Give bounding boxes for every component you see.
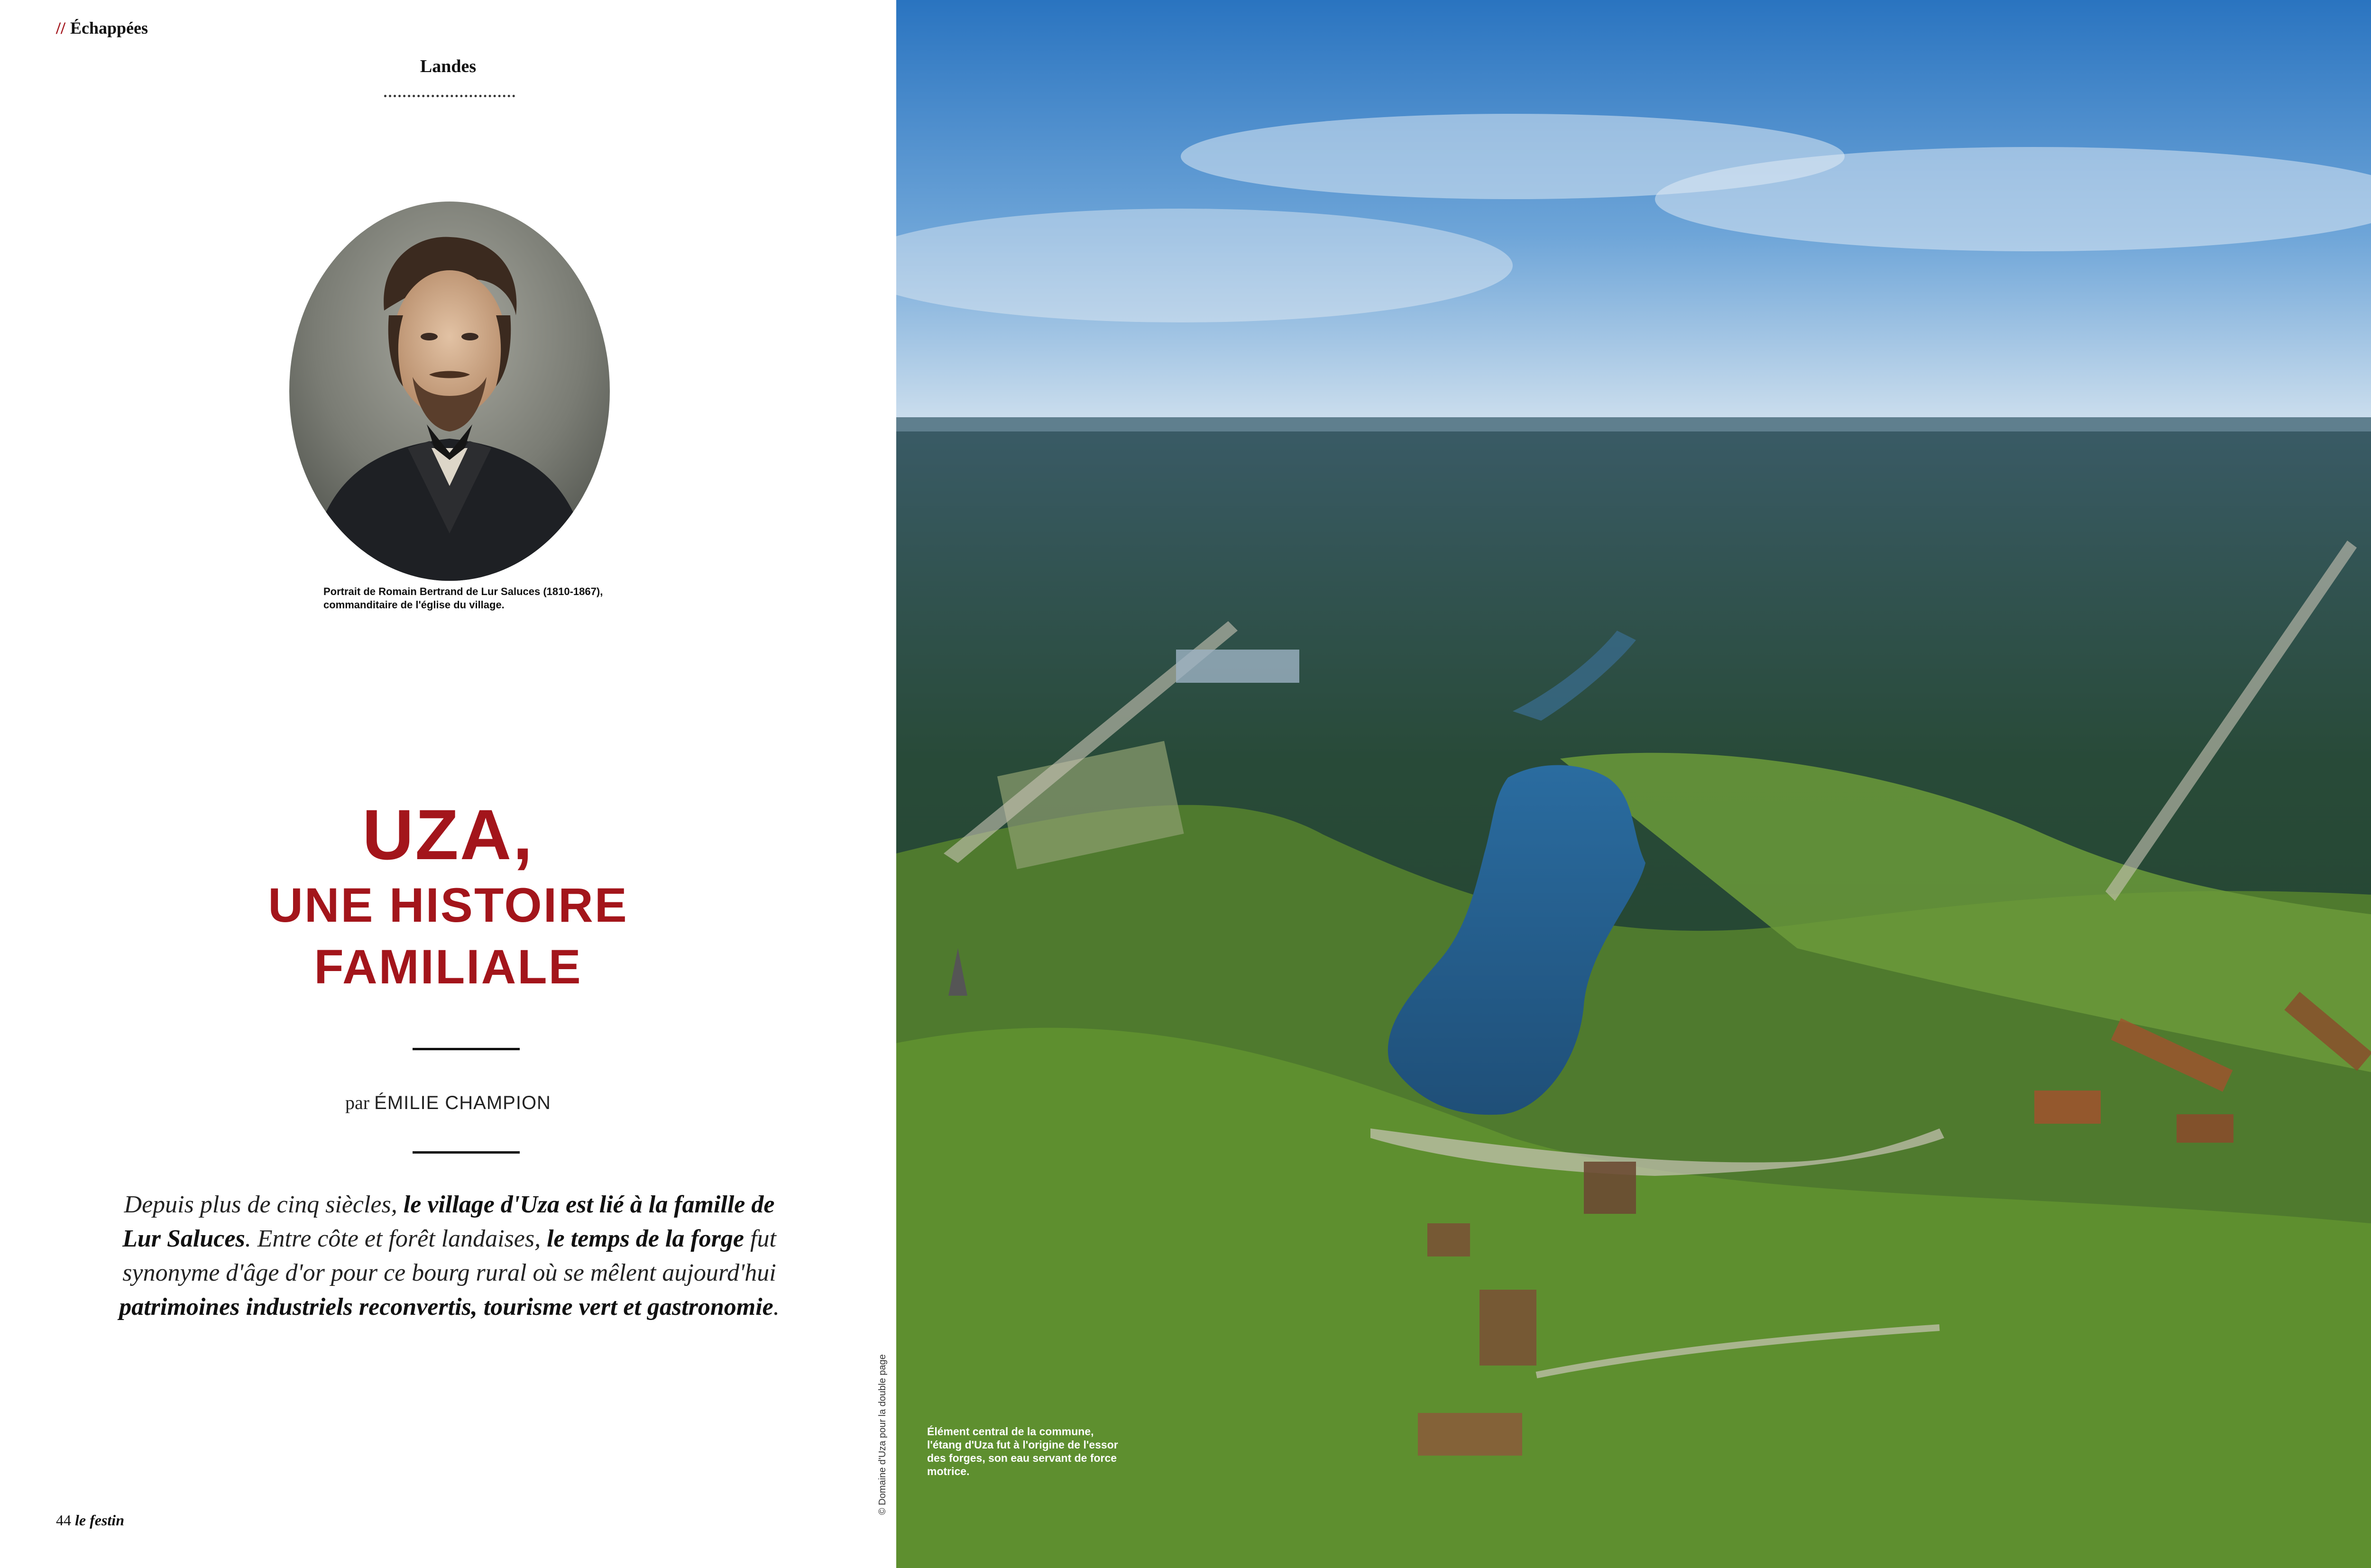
intro-bold-3: patrimoines industriels reconvertis, tourisme vert et gastronomie bbox=[119, 1293, 773, 1320]
photo-caption: Élément central de la commune, l'étang d'Uza fut à l'origine de l'essor des forges, son eau servant de force motrice. bbox=[927, 1425, 1118, 1477]
title-rule-bottom bbox=[413, 1151, 520, 1154]
title-line-3: FAMILIALE bbox=[314, 940, 582, 994]
title-line-2: UNE HISTOIRE bbox=[268, 878, 628, 932]
section-label bbox=[56, 18, 148, 38]
intro-text-2: . Entre côte et forêt landaises, bbox=[245, 1225, 547, 1252]
portrait-image bbox=[289, 202, 610, 581]
left-page bbox=[0, 0, 896, 1568]
photo-credit: © Domaine d'Uza pour la double page bbox=[877, 1354, 888, 1515]
byline bbox=[0, 1091, 896, 1114]
intro-text-1: Depuis plus de cinq siècles, bbox=[124, 1191, 404, 1218]
title-line-1: UZA, bbox=[362, 795, 534, 874]
dotted-divider bbox=[384, 95, 515, 97]
intro-bold-2: le temps de la forge bbox=[547, 1225, 744, 1252]
magazine-name: le festin bbox=[75, 1512, 124, 1529]
intro-text-4: . bbox=[773, 1293, 780, 1320]
intro-text-3: fut synonyme d'âge d'or pour ce bourg rural où se mêlent aujourd'hui bbox=[122, 1225, 776, 1286]
portrait-caption: Portrait de Romain Bertrand de Lur Saluces (1810-1867), commanditaire de l'église du village. bbox=[323, 586, 603, 611]
intro-bold-1: le village d'Uza est lié à la famille de Lur Saluces bbox=[122, 1191, 775, 1252]
page-number: 44 bbox=[56, 1512, 71, 1529]
section-slashes: // bbox=[56, 18, 66, 37]
byline-author: ÉMILIE CHAMPION bbox=[374, 1092, 551, 1113]
title-rule-top bbox=[413, 1048, 520, 1050]
intro-paragraph bbox=[119, 1188, 780, 1324]
byline-prefix: par bbox=[345, 1092, 370, 1113]
section-name: Échappées bbox=[70, 18, 148, 37]
aerial-photo bbox=[896, 0, 2371, 1568]
region-label: Landes bbox=[420, 56, 477, 76]
page-footer bbox=[56, 1512, 124, 1529]
